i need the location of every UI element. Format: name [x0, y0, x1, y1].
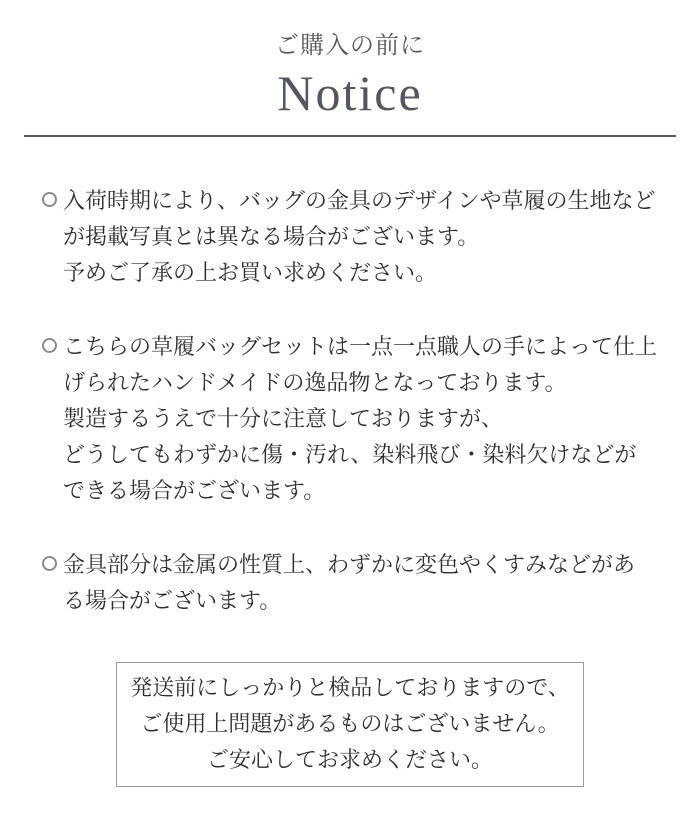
- assurance-box: [116, 662, 584, 787]
- notice-line: る場合がございます。: [63, 588, 282, 613]
- notice-line: 金具部分は金属の性質上、わずかに変色やくすみなどがあ: [63, 552, 636, 577]
- notice-line: 製造するうえで十分に注意しておりますが、: [63, 406, 504, 431]
- notice-line: 入荷時期により、バッグの金具のデザインや草履の生地など: [63, 188, 656, 213]
- notice-list: [0, 183, 700, 619]
- notice-line: 予めご了承の上お買い求めください。: [63, 260, 438, 285]
- page-header: [0, 0, 700, 120]
- notice-line: こちらの草履バッグセットは一点一点職人の手によって仕上: [63, 334, 658, 359]
- notice-item: [42, 547, 680, 619]
- notice-line: げられたハンドメイドの逸品物となっております。: [63, 370, 567, 395]
- notice-line: できる場合がございます。: [63, 478, 326, 503]
- circle-bullet-icon: [42, 192, 57, 207]
- circle-bullet-icon: [42, 556, 57, 571]
- notice-item: [42, 183, 680, 291]
- notice-item: [42, 329, 680, 509]
- notice-text: [63, 547, 635, 619]
- notice-text: [63, 329, 657, 509]
- notice-text: [63, 183, 655, 291]
- header-divider: [24, 135, 676, 137]
- assurance-line: ご使用上問題があるものはございません。: [140, 711, 560, 736]
- notice-subtitle-ja: ご購入の前に: [275, 33, 425, 59]
- assurance-line: ご安心してお求めください。: [206, 747, 493, 772]
- notice-title: Notice: [277, 65, 423, 121]
- assurance-line: 発送前にしっかりと検品しておりますので、: [130, 675, 570, 700]
- notice-line: どうしてもわずかに傷・汚れ、染料飛び・染料欠けなどが: [63, 442, 637, 467]
- notice-line: が掲載写真とは異なる場合がございます。: [63, 224, 480, 249]
- circle-bullet-icon: [42, 338, 57, 353]
